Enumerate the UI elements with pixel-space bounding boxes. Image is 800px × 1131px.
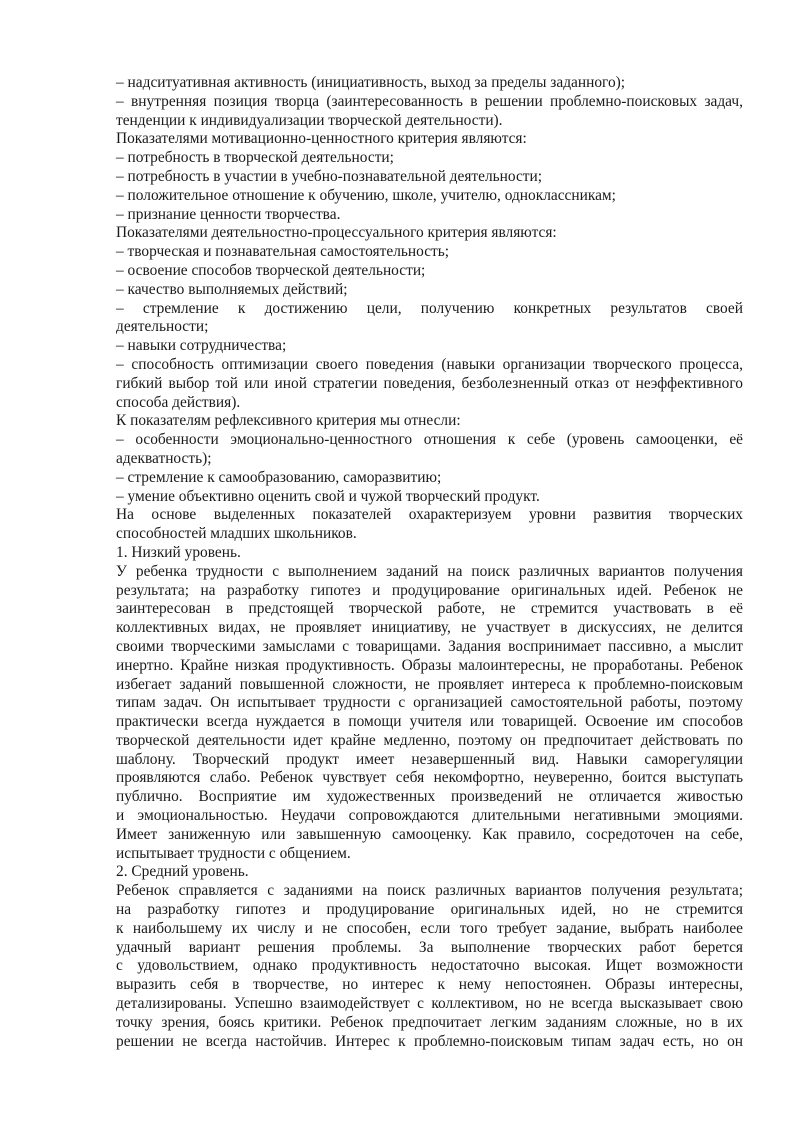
- text-line: на разработку гипотез и продуцирование оригинальных идей, но не стремится: [116, 901, 743, 919]
- text-line: и эмоциональностью. Неудачи сопровождаются длительными негативными эмоциями.: [116, 807, 743, 825]
- text-line: шаблону. Творческий продукт имеет незавершенный вид. Навыки саморегуляции: [116, 750, 743, 768]
- text-line: удачный вариант решения проблемы. За выполнение творческих работ берется: [116, 938, 743, 956]
- text-line: На основе выделенных показателей охарактеризуем уровни развития творческих: [116, 506, 743, 524]
- text-line: У ребенка трудности с выполнением заданий на поиск различных вариантов получения: [116, 562, 743, 580]
- text-line: способностей младших школьников.: [116, 525, 357, 543]
- text-line: – навыки сотрудничества;: [116, 337, 287, 355]
- text-line: коллективных видах, не проявляет инициативу, не участвует в дискуссиях, не делится: [116, 619, 743, 637]
- text-line: испытывает трудности с общением.: [116, 844, 351, 862]
- text-line: тенденции к индивидуализации творческой деятельности).: [116, 111, 503, 129]
- text-line: способа действия).: [116, 393, 241, 411]
- text-line: Показателями деятельностно-процессуального критерия являются:: [116, 224, 557, 242]
- text-line: инертно. Крайне низкая продуктивность. Образы малоинтересны, не проработаны. Ребенок: [116, 656, 743, 674]
- text-line: гибкий выбор той или иной стратегии поведения, безболезненный отказ от неэффективного: [116, 374, 743, 392]
- text-line: – признание ценности творчества.: [116, 205, 341, 223]
- text-line: – качество выполняемых действий;: [116, 280, 348, 298]
- text-line: – освоение способов творческой деятельности;: [116, 261, 426, 279]
- text-line: – потребность в творческой деятельности;: [116, 149, 394, 167]
- text-line: К показателям рефлексивного критерия мы отнесли:: [116, 412, 461, 430]
- text-line: к наибольшему их числу и не способен, если того требует задание, выбрать наиболее: [116, 919, 743, 937]
- text-line: публично. Восприятие им художественных произведений не отличается живостью: [116, 788, 743, 806]
- text-line: творческой деятельности идет крайне медленно, поэтому он предпочитает действовать по: [116, 731, 743, 749]
- text-line: – стремление к самообразованию, саморазвитию;: [116, 468, 442, 486]
- text-line: практически всегда нуждается в помощи учителя или товарищей. Освоение им способов: [116, 713, 743, 731]
- text-line: – внутренняя позиция творца (заинтересованность в решении проблемно-поисковых задач,: [116, 92, 743, 110]
- text-line: деятельности;: [116, 318, 209, 336]
- text-line: – особенности эмоционально-ценностного отношения к себе (уровень самооценки, её: [116, 431, 743, 449]
- text-line: результата; на разработку гипотез и продуцирование оригинальных идей. Ребенок не: [116, 581, 743, 599]
- text-line: проявляются слабо. Ребенок чувствует себя некомфортно, неуверенно, боится выступать: [116, 769, 743, 787]
- text-line: заинтересован в предстоящей творческой работе, не стремится участвовать в её: [116, 600, 743, 618]
- text-line: решении не всегда настойчив. Интерес к проблемно-поисковым типам задач есть, но он: [116, 1032, 743, 1050]
- text-line: детализированы. Успешно взаимодействует с коллективом, но не всегда высказывает свою: [116, 995, 743, 1013]
- text-line: с удовольствием, однако продуктивность недостаточно высокая. Ищет возможности: [116, 957, 743, 975]
- text-line: – потребность в участии в учебно-познавательной деятельности;: [116, 167, 543, 185]
- text-line: 1. Низкий уровень.: [116, 543, 241, 561]
- document-body: [116, 74, 743, 1051]
- text-line: – творческая и познавательная самостоятельность;: [116, 243, 450, 261]
- text-line: – стремление к достижению цели, получению конкретных результатов своей: [116, 299, 743, 317]
- text-line: адекватность);: [116, 449, 212, 467]
- text-line: – положительное отношение к обучению, школе, учителю, одноклассникам;: [116, 186, 616, 204]
- text-line: своими творческими замыслами с товарищами. Задания воспринимает пассивно, а мыслит: [116, 637, 743, 655]
- text-line: Ребенок справляется с заданиями на поиск различных вариантов получения результата;: [116, 882, 743, 900]
- text-line: избегает заданий повышенной сложности, не проявляет интереса к проблемно-поисковым: [116, 675, 743, 693]
- text-line: 2. Средний уровень.: [116, 863, 249, 881]
- text-line: точку зрения, боясь критики. Ребенок предпочитает легким заданиям сложные, но в их: [116, 1013, 743, 1031]
- text-line: выразить себя в творчестве, но интерес к нему непостоянен. Образы интересны,: [116, 976, 743, 994]
- text-line: – надситуативная активность (инициативность, выход за пределы заданного);: [116, 74, 626, 91]
- text-line: Показателями мотивационно-ценностного критерия являются:: [116, 130, 527, 148]
- text-line: типам задач. Он испытывает трудности с организацией самостоятельной работы, поэтому: [116, 694, 743, 712]
- text-line: – способность оптимизации своего поведения (навыки организации творческого процесса,: [116, 355, 743, 373]
- text-line: Имеет заниженную или завышенную самооценку. Как правило, сосредоточен на себе,: [116, 825, 743, 843]
- text-line: – умение объективно оценить свой и чужой творческий продукт.: [116, 487, 540, 505]
